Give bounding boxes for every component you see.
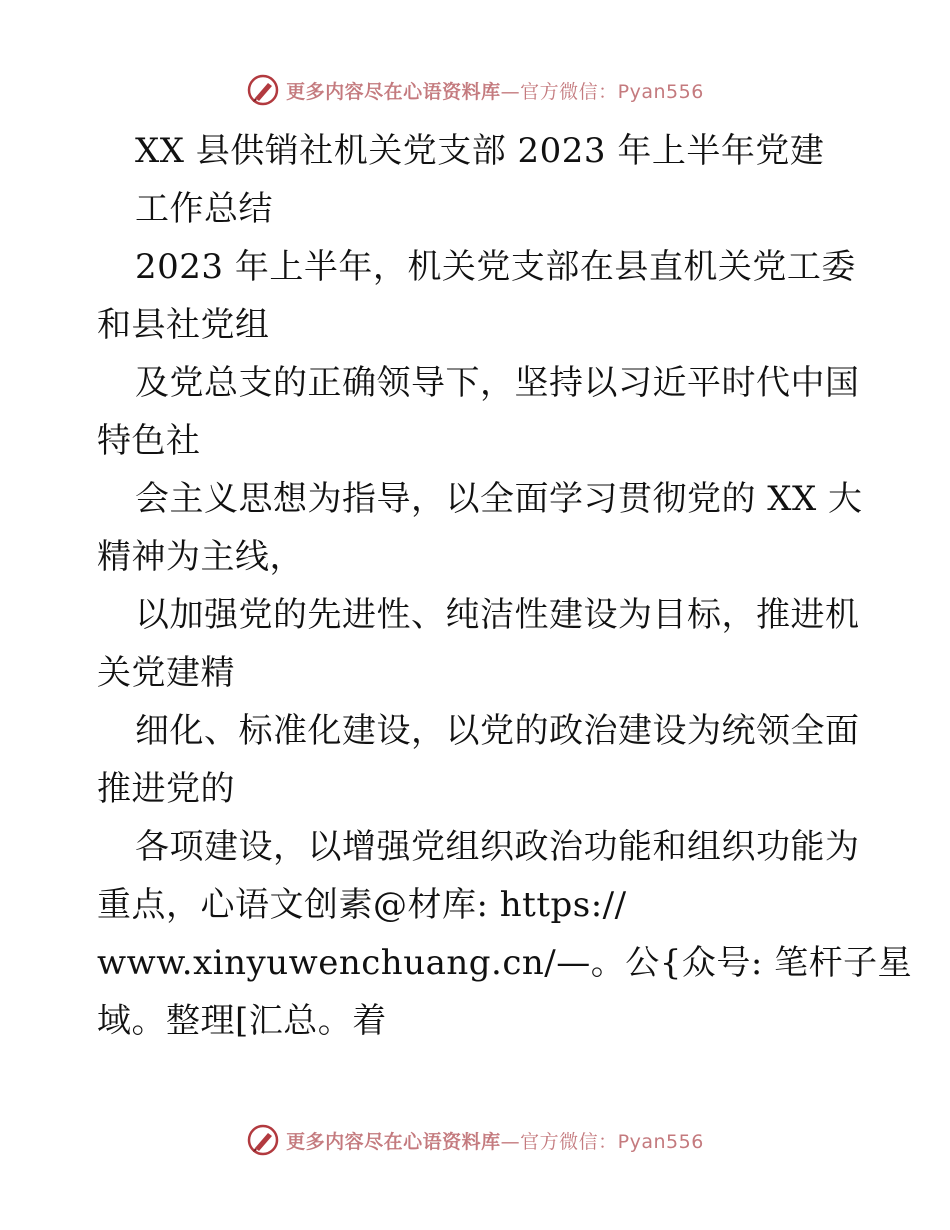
document-line: 重点，心语文创素@材库: https://	[97, 885, 627, 925]
footer-banner	[0, 1120, 950, 1160]
document-line: 及党总支的正确领导下，坚持以习近平时代中国	[135, 363, 860, 403]
document-line: 特色社	[97, 421, 201, 461]
document-line: 和县社党组	[97, 305, 270, 345]
document-line: www.xinyuwenchuang.cn/—。公{众号: 笔杆子星	[97, 943, 913, 983]
document-line: 细化、标准化建设，以党的政治建设为统领全面	[135, 711, 860, 751]
document-line: 各项建设，以增强党组织政治功能和组织功能为	[135, 827, 860, 867]
document-line: 推进党的	[97, 769, 235, 809]
header-banner	[0, 70, 950, 110]
document-line: 会主义思想为指导，以全面学习贯彻党的 XX 大	[135, 479, 863, 519]
document-line: 关党建精	[97, 653, 235, 693]
footer-banner-tail: —官方微信：Pyan556	[500, 1130, 704, 1153]
document-line: 以加强党的先进性、纯洁性建设为目标，推进机	[135, 595, 860, 635]
header-banner-lead: 更多内容尽在心语资料库	[286, 80, 501, 103]
header-banner-tail: —官方微信：Pyan556	[500, 80, 704, 103]
footer-banner-text	[286, 1127, 704, 1154]
document-line: 2023 年上半年，机关党支部在县直机关党工委	[135, 247, 856, 287]
document-line: 精神为主线，	[97, 537, 304, 577]
header-banner-text	[286, 77, 704, 104]
footer-banner-lead: 更多内容尽在心语资料库	[286, 1130, 501, 1153]
document-line: 域。整理[汇总。着	[97, 1001, 387, 1041]
document-body	[97, 122, 913, 1050]
document-line: 工作总结	[135, 189, 273, 229]
pen-logo-icon	[246, 1123, 280, 1157]
pen-logo-icon	[246, 73, 280, 107]
document-line: XX 县供销社机关党支部 2023 年上半年党建	[135, 131, 825, 171]
